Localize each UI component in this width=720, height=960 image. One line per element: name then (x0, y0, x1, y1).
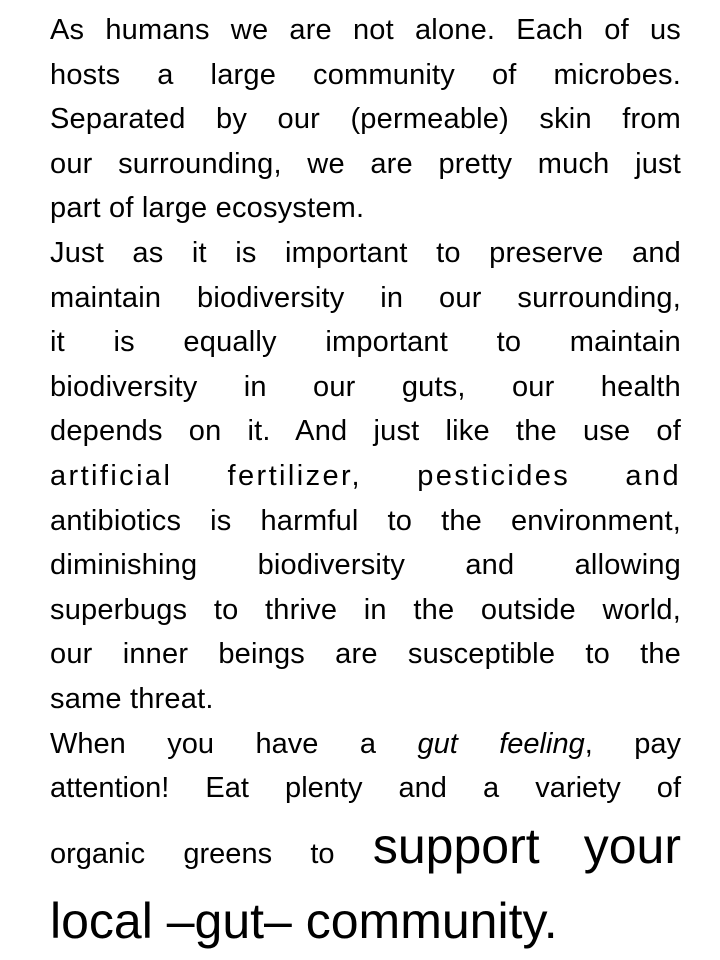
document-page (50, 8, 681, 953)
text-line: it is equally important to maintain (50, 326, 681, 359)
text-line: As humans we are not alone. Each of us (50, 14, 681, 46)
paragraph-humans-microbes (50, 8, 681, 231)
text-fragment: When you have a (50, 727, 376, 760)
text-line-gut-feeling (50, 722, 681, 767)
text-line: same threat. (50, 682, 214, 715)
text-line: attention! Eat plenty and a variety of (50, 772, 681, 805)
text-line-support (50, 811, 681, 889)
text-fragment: , pay (584, 727, 681, 760)
headline-local-gut-community: local –gut– community. (50, 892, 558, 949)
text-line: Separated by our (permeable) skin from (50, 103, 681, 136)
text-line: maintain biodiversity in our surrounding, (50, 281, 681, 314)
text-fragment: organic greens to (50, 837, 335, 870)
text-line: our surrounding, we are pretty much just (50, 147, 681, 180)
text-line: hosts a large community of microbes. (50, 58, 681, 91)
text-line: depends on it. And just like the use of (50, 415, 681, 448)
text-line: antibiotics is harmful to the environment, (50, 504, 681, 537)
headline-support-your: support your (372, 817, 681, 874)
text-line: our inner beings are susceptible to the (50, 638, 681, 671)
text-line: Just as it is important to preserve and (50, 236, 681, 269)
text-line: superbugs to thrive in the outside world, (50, 593, 681, 626)
text-line: biodiversity in our guts, our health (50, 370, 681, 403)
text-line: diminishing biodiversity and allowing (50, 549, 681, 582)
paragraph-biodiversity (50, 231, 681, 722)
text-line: artificial fertilizer, pesticides and (50, 459, 681, 492)
text-line: part of large ecosystem. (50, 192, 365, 225)
paragraph-gut-feeling (50, 722, 681, 953)
emphasis-gut-feeling: gut feeling (417, 727, 585, 760)
